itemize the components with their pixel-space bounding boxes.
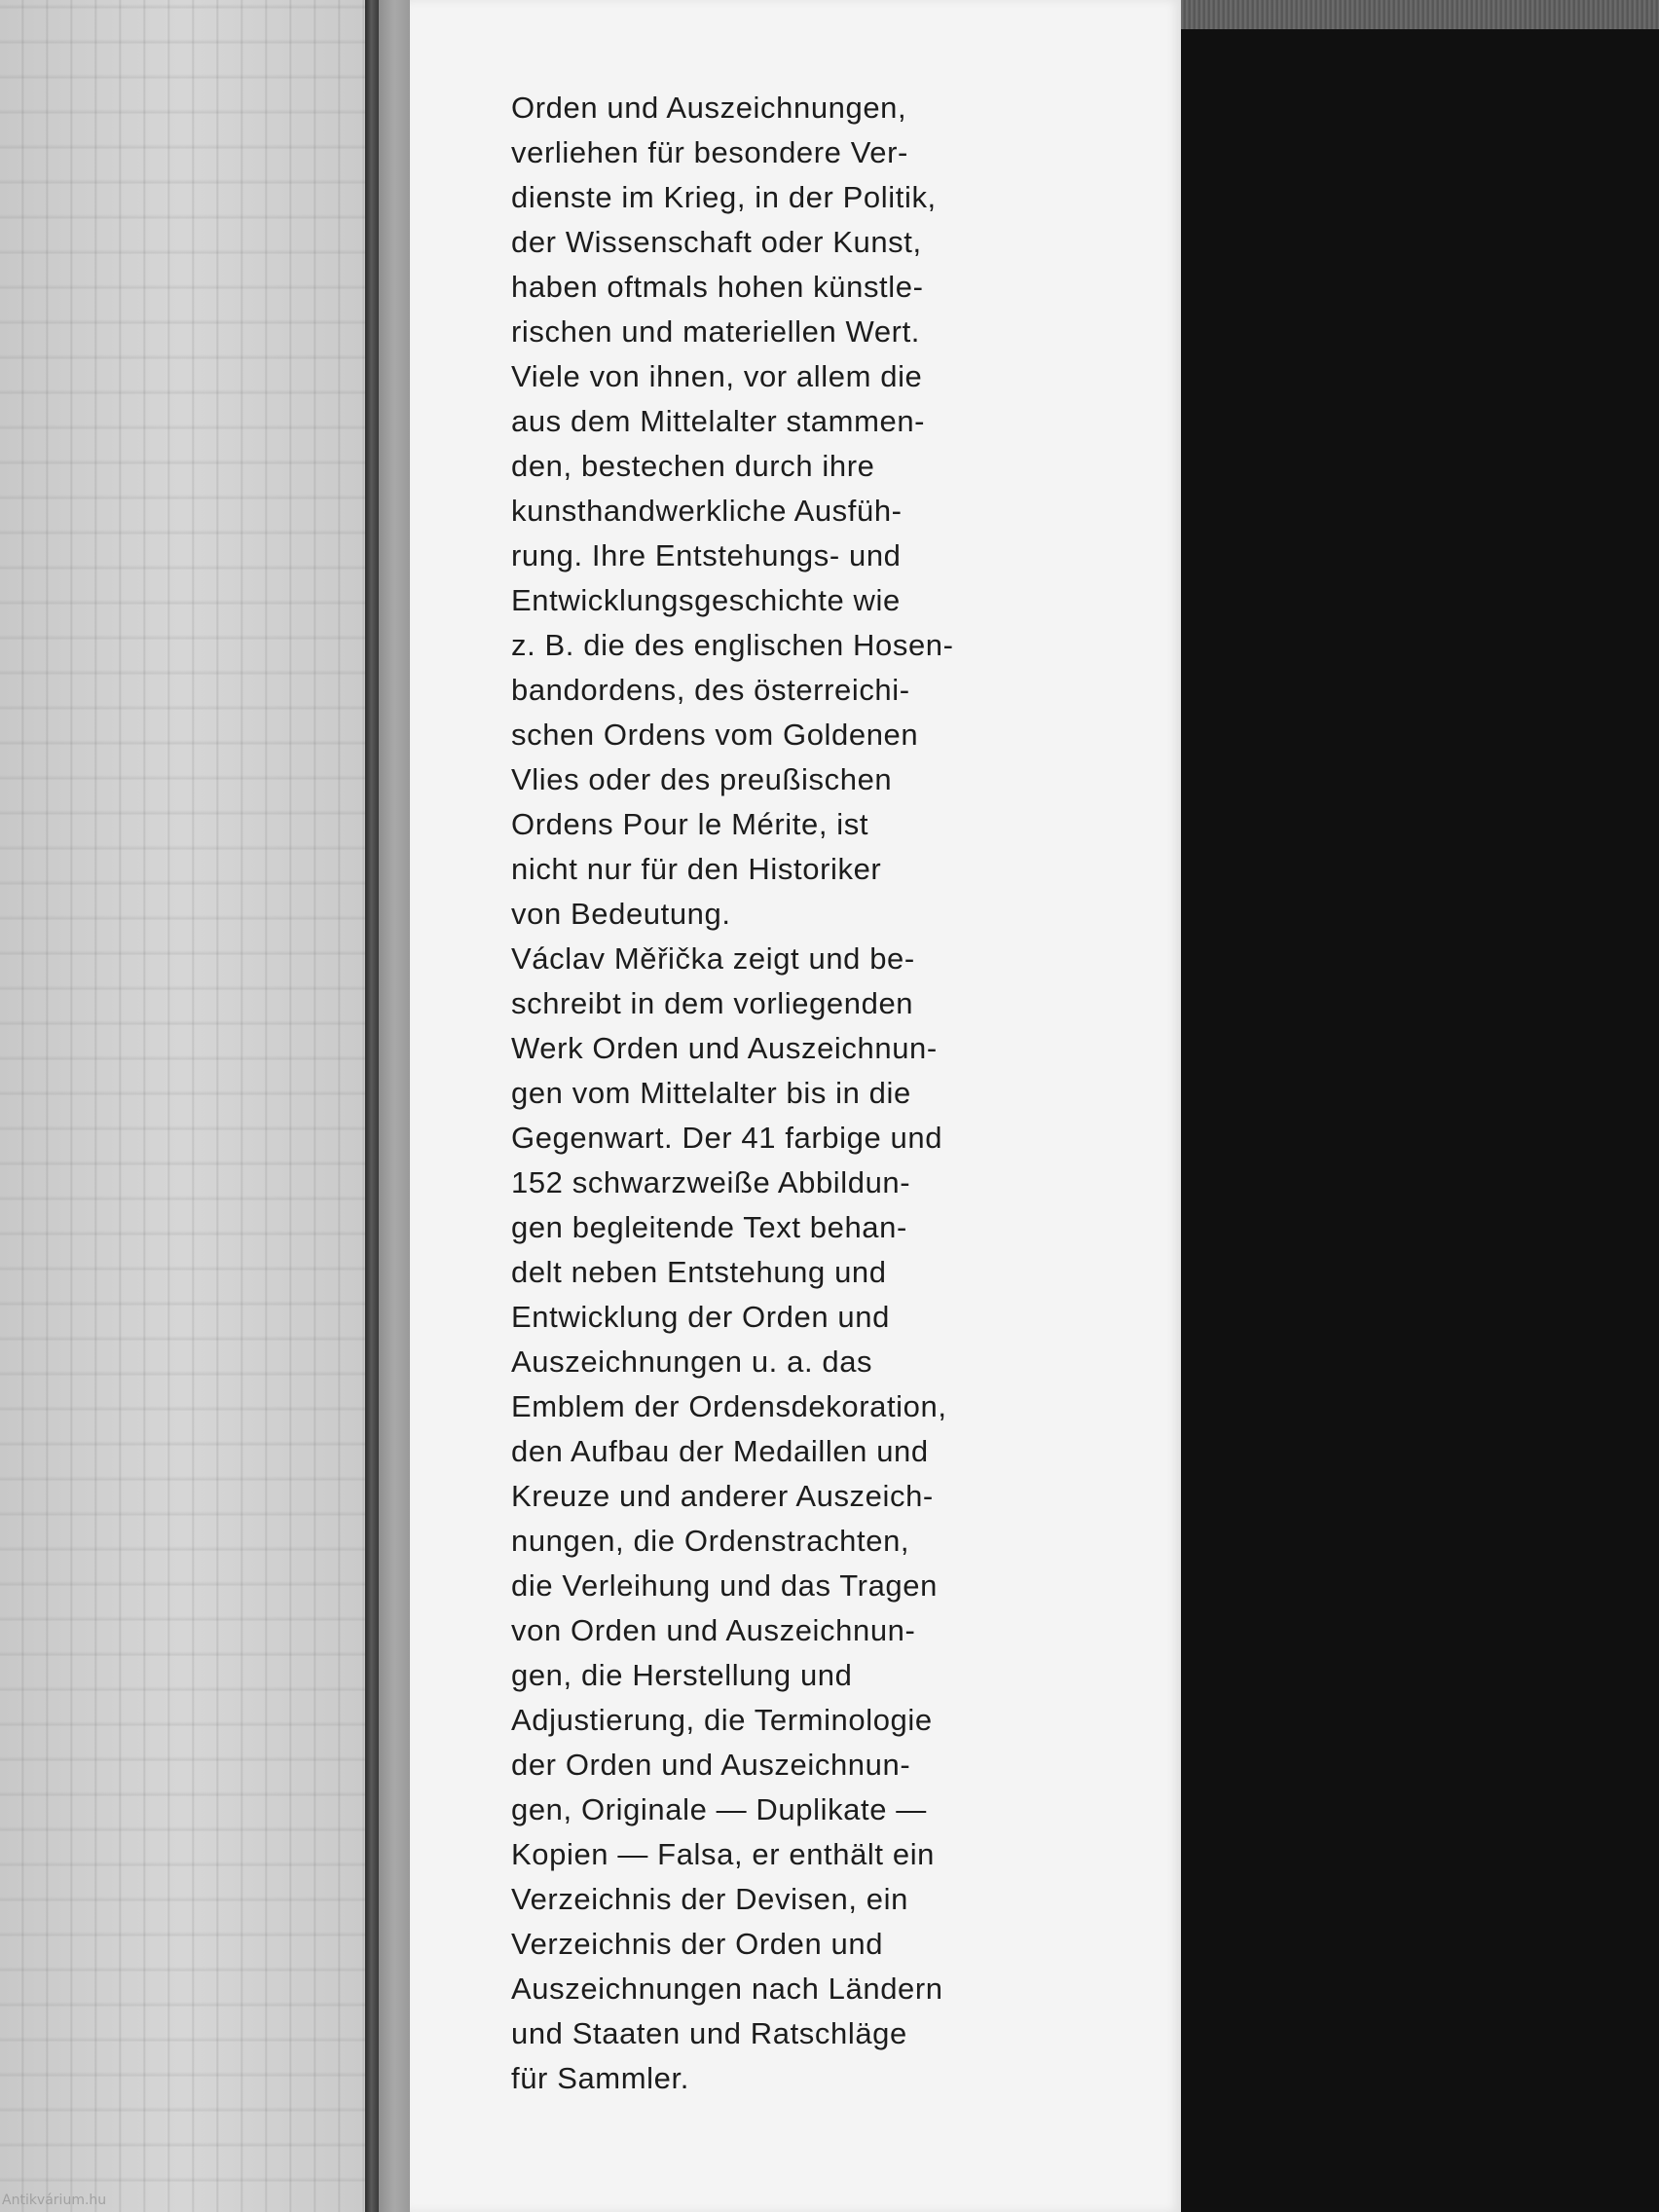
blurb-line: rischen und materiellen Wert. — [511, 314, 921, 349]
flap-blurb-text — [511, 86, 1056, 2101]
blurb-line: Václav Měřička zeigt und be- — [511, 941, 915, 976]
blurb-line: für Sammler. — [511, 2061, 689, 2095]
blurb-line: der Orden und Auszeichnun- — [511, 1748, 911, 1782]
blurb-line: haben oftmals hohen künstle- — [511, 270, 924, 304]
cloth-cover-edge — [1181, 0, 1659, 29]
blurb-line: Auszeichnungen u. a. das — [511, 1345, 873, 1379]
blurb-line: Werk Orden und Auszeichnun- — [511, 1031, 938, 1065]
blurb-line: Verzeichnis der Devisen, ein — [511, 1882, 908, 1916]
blurb-line: gen, Originale — Duplikate — — [511, 1792, 927, 1826]
blurb-line: von Orden und Auszeichnun- — [511, 1613, 916, 1647]
blurb-line: bandordens, des österreichi- — [511, 673, 910, 707]
blurb-line: Kreuze und anderer Auszeich- — [511, 1479, 934, 1513]
blurb-line: Orden und Auszeichnungen, — [511, 91, 907, 125]
blurb-line: nungen, die Ordenstrachten, — [511, 1524, 910, 1558]
blurb-line: nicht nur für den Historiker — [511, 852, 882, 886]
blurb-line: aus dem Mittelalter stammen- — [511, 404, 926, 438]
dust-jacket-flap — [410, 0, 1181, 2212]
blurb-line: z. B. die des englischen Hosen- — [511, 628, 954, 662]
book-spine-edge — [365, 0, 379, 2212]
blurb-line: der Wissenschaft oder Kunst, — [511, 225, 922, 259]
blurb-line: Verzeichnis der Orden und — [511, 1927, 884, 1961]
blurb-line: den, bestechen durch ihre — [511, 449, 875, 483]
dark-background-area — [1181, 0, 1659, 2212]
blurb-line: delt neben Entstehung und — [511, 1255, 887, 1289]
blurb-line: Kopien — Falsa, er enthält ein — [511, 1837, 936, 1871]
blurb-line: kunsthandwerkliche Ausfüh- — [511, 494, 903, 528]
blurb-line: Auszeichnungen nach Ländern — [511, 1972, 943, 2006]
textured-background-board — [0, 0, 365, 2212]
blurb-line: und Staaten und Ratschläge — [511, 2016, 907, 2050]
blurb-line: den Aufbau der Medaillen und — [511, 1434, 929, 1468]
book-spine-cloth — [379, 0, 410, 2212]
blurb-line: verliehen für besondere Ver- — [511, 135, 908, 169]
blurb-line: Viele von ihnen, vor allem die — [511, 359, 923, 393]
blurb-line: die Verleihung und das Tragen — [511, 1568, 938, 1603]
blurb-line: Ordens Pour le Mérite, ist — [511, 807, 869, 841]
blurb-line: Vlies oder des preußischen — [511, 762, 893, 796]
blurb-line: gen, die Herstellung und — [511, 1658, 853, 1692]
blurb-line: Emblem der Ordensdekoration, — [511, 1389, 947, 1423]
blurb-line: Entwicklungsgeschichte wie — [511, 583, 901, 617]
blurb-line: schreibt in dem vorliegenden — [511, 986, 914, 1020]
blurb-line: 152 schwarzweiße Abbildun- — [511, 1165, 911, 1199]
blurb-line: rung. Ihre Entstehungs- und — [511, 538, 902, 572]
blurb-line: Entwicklung der Orden und — [511, 1300, 890, 1334]
blurb-line: Adjustierung, die Terminologie — [511, 1703, 933, 1737]
blurb-line: von Bedeutung. — [511, 897, 731, 931]
blurb-line: schen Ordens vom Goldenen — [511, 718, 919, 752]
blurb-line: dienste im Krieg, in der Politik, — [511, 180, 937, 214]
blurb-line: Gegenwart. Der 41 farbige und — [511, 1121, 943, 1155]
watermark-text: Antikvárium.hu — [2, 2193, 107, 2208]
blurb-line: gen vom Mittelalter bis in die — [511, 1076, 911, 1110]
blurb-line: gen begleitende Text behan- — [511, 1210, 907, 1244]
